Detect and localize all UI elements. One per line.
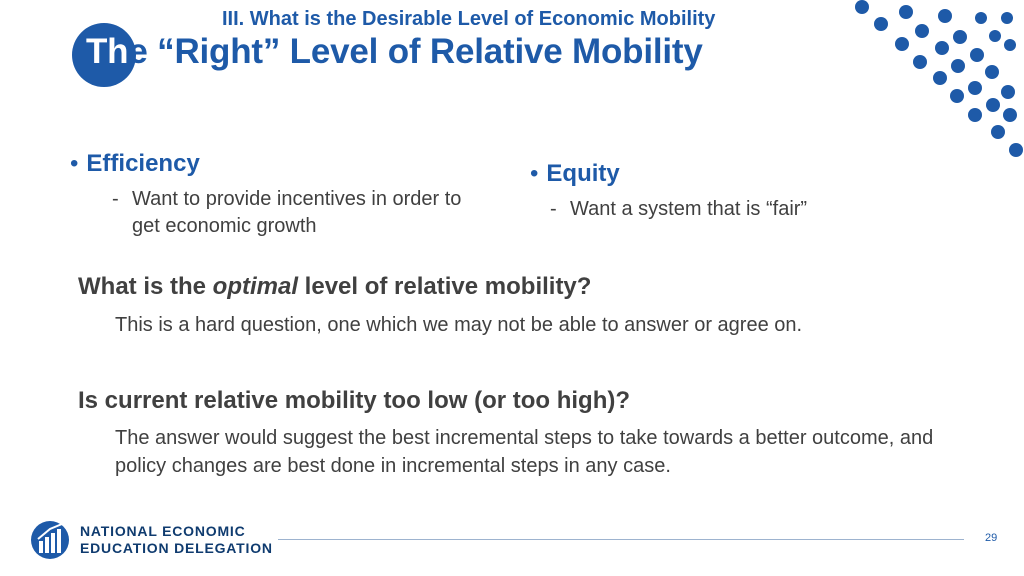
slide-title: [86, 32, 703, 72]
dot: [1004, 39, 1016, 51]
sub-bullet-dash: -: [112, 188, 119, 210]
dot: [899, 5, 913, 19]
answer-current-mobility: The answer would suggest the best incremental steps to take towards a better outcome, and policy changes are best done in incremental steps in any case.: [115, 427, 934, 477]
decorative-dot-pattern: [840, 0, 1024, 170]
dot: [991, 125, 1005, 139]
dot: [933, 71, 947, 85]
dot: [1001, 12, 1013, 24]
dot: [985, 65, 999, 79]
dot: [975, 12, 987, 24]
dot: [895, 37, 909, 51]
question-text: What is the: [78, 273, 213, 300]
dot: [913, 55, 927, 69]
dot: [986, 98, 1000, 112]
dot: [855, 0, 869, 14]
efficiency-heading: Efficiency: [86, 150, 200, 177]
equity-description: Want a system that is “fair”: [570, 198, 808, 220]
dot: [1009, 143, 1023, 157]
slide-title-rest: e “Right” Level of Relative Mobility: [128, 32, 703, 71]
dot: [938, 9, 952, 23]
dot: [1001, 85, 1015, 99]
question-text: level of relative mobility?: [298, 273, 592, 300]
bullet-marker: •: [530, 160, 539, 187]
dot: [935, 41, 949, 55]
dot: [951, 59, 965, 73]
dot: [950, 89, 964, 103]
efficiency-column: [70, 150, 490, 240]
question-optimal-level: [78, 273, 591, 301]
dot: [968, 81, 982, 95]
dot: [989, 30, 1001, 42]
dot: [953, 30, 967, 44]
logo-text-line1: NATIONAL ECONOMIC: [80, 523, 246, 539]
logo-text-line2: EDUCATION DELEGATION: [80, 540, 273, 556]
sub-bullet-dash: -: [550, 198, 557, 220]
section-header: III. What is the Desirable Level of Economic Mobility: [222, 8, 716, 30]
dot: [968, 108, 982, 122]
dot: [970, 48, 984, 62]
answer-optimal-level: This is a hard question, one which we may not be able to answer or agree on.: [115, 314, 803, 336]
question-emphasis: optimal: [212, 273, 299, 300]
page-number: 29: [985, 532, 998, 544]
question-current-mobility: Is current relative mobility too low (or too high)?: [78, 387, 631, 414]
equity-heading: Equity: [546, 160, 620, 187]
efficiency-description: Want to provide incentives in order to get economic growth: [132, 188, 462, 237]
equity-column: [530, 160, 950, 223]
dot: [1003, 108, 1017, 122]
footer-divider: [278, 539, 964, 540]
slide-title-lead: Th: [86, 32, 129, 71]
dot: [915, 24, 929, 38]
dot: [874, 17, 888, 31]
bullet-marker: •: [70, 150, 79, 177]
